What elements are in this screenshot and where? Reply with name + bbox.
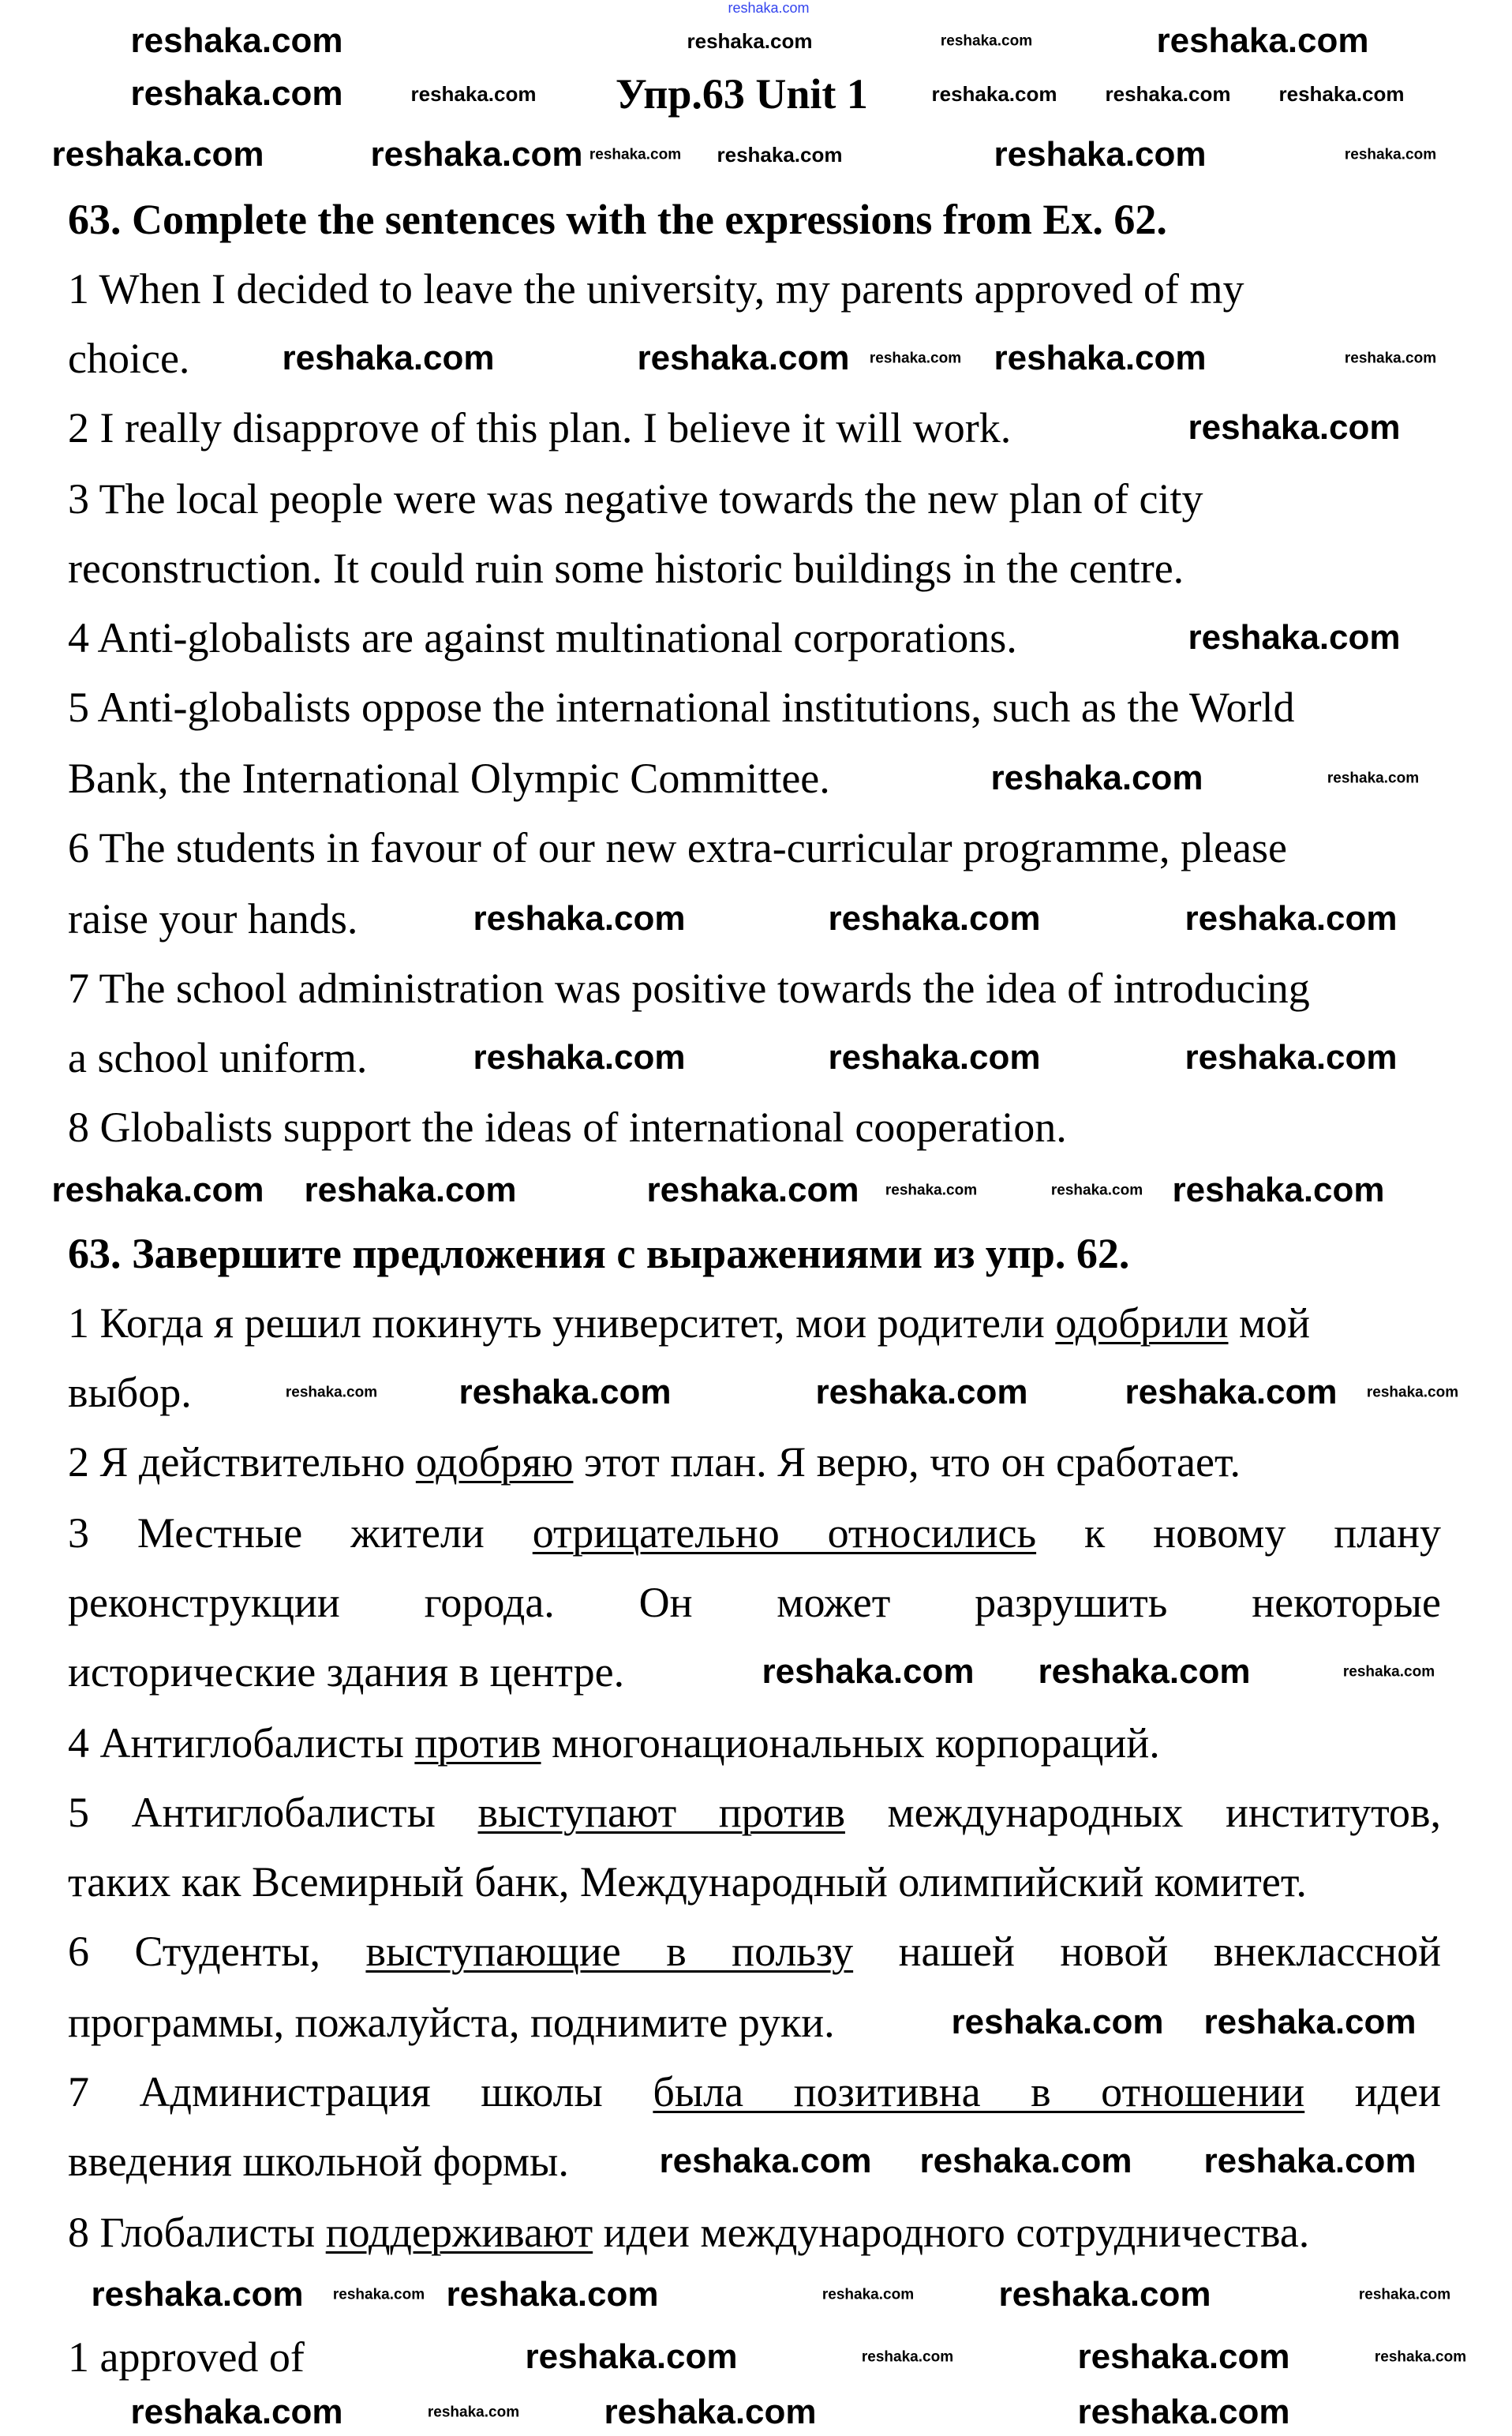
russian-line: [68, 1850, 1307, 1913]
watermark: reshaka.com: [1366, 1384, 1459, 1401]
english-line: 2 I really disapprove of this plan. I believe it will work.: [68, 404, 1012, 452]
watermark: reshaka.com: [762, 1652, 975, 1691]
page-title: Упр.63 Unit 1: [616, 70, 868, 118]
watermark: reshaka.com: [994, 339, 1207, 377]
watermark: reshaka.com: [994, 135, 1207, 174]
russian-line: [68, 1291, 1310, 1355]
watermark: reshaka.com: [1077, 2393, 1290, 2431]
underlined-answer: одобряю: [415, 1438, 574, 1486]
russian-line: [68, 2060, 1441, 2123]
underlined-answer: отрицательно относились: [532, 1509, 1037, 1557]
english-line: 4 Anti-globalists are against multinational corporations.: [68, 614, 1017, 661]
text: нашей новой внеклассной: [853, 1928, 1441, 1975]
watermark: reshaka.com: [1125, 1373, 1338, 1411]
watermark: reshaka.com: [1358, 2286, 1451, 2303]
russian-line: [68, 1571, 1441, 1634]
watermark: reshaka.com: [1185, 899, 1398, 938]
russian-line: [68, 1430, 1241, 1493]
watermark: reshaka.com: [1278, 82, 1405, 106]
watermark: reshaka.com: [687, 29, 813, 53]
russian-heading: 63. Завершите предложения с выражениями из упр. 62.: [68, 1230, 1130, 1277]
watermark: reshaka.com: [285, 1384, 378, 1401]
text: идеи: [1304, 2068, 1441, 2116]
watermark: reshaka.com: [931, 82, 1057, 106]
watermark: reshaka.com: [990, 759, 1203, 797]
watermark: reshaka.com: [304, 1171, 517, 1209]
english-line: choice.: [68, 335, 190, 382]
russian-line: [68, 1711, 1160, 1775]
text: международных институтов,: [844, 1789, 1441, 1836]
watermark: reshaka.com: [998, 2275, 1211, 2314]
watermark: reshaka.com: [940, 32, 1033, 50]
text: исторические здания в центре.: [68, 1648, 625, 1696]
text: многонациональных корпораций.: [541, 1719, 1160, 1767]
watermark: reshaka.com: [473, 1038, 686, 1077]
watermark: reshaka.com: [446, 2275, 659, 2314]
watermark: reshaka.com: [370, 135, 583, 174]
watermark: reshaka.com: [919, 2142, 1132, 2180]
english-line: a school uniform.: [68, 1034, 368, 1081]
watermark: reshaka.com: [410, 82, 537, 106]
watermark: reshaka.com: [1374, 2348, 1467, 2366]
watermark: reshaka.com: [1156, 21, 1369, 60]
answer-line: 1 approved of: [68, 2333, 305, 2381]
watermark: reshaka.com: [473, 899, 686, 938]
underlined-answer: была позитивна в отношении: [653, 2068, 1305, 2116]
text: таких как Всемирный банк, Международный олимпийский комитет.: [68, 1858, 1307, 1906]
watermark: reshaka.com: [815, 1373, 1028, 1411]
english-line: reconstruction. It could ruin some historic buildings in the centre.: [68, 545, 1185, 592]
watermark: reshaka.com: [91, 2275, 304, 2314]
watermark: reshaka.com: [885, 1182, 978, 1199]
watermark: reshaka.com: [51, 135, 264, 174]
text: 2 Я действительно: [68, 1438, 416, 1486]
text: к новому плану: [1036, 1509, 1441, 1557]
text: идеи международного сотрудничества.: [593, 2209, 1310, 2256]
watermark: reshaka.com: [828, 899, 1041, 938]
watermark: reshaka.com: [659, 2142, 872, 2180]
watermark: reshaka.com: [51, 1171, 264, 1209]
russian-line: [68, 1920, 1441, 1983]
watermark: reshaka.com: [589, 146, 682, 163]
english-heading: 63. Complete the sentences with the expressions from Ex. 62.: [68, 196, 1167, 243]
text: 8 Глобалисты: [68, 2209, 326, 2256]
english-line: 8 Globalists support the ideas of international cooperation.: [68, 1104, 1067, 1151]
text: выбор.: [68, 1369, 192, 1416]
english-line: 1 When I decided to leave the university, my parents approved of my: [68, 265, 1244, 313]
text: 3 Местные жители: [68, 1509, 533, 1557]
underlined-answer: поддерживают: [325, 2209, 593, 2256]
english-line: 5 Anti-globalists oppose the international institutions, such as the World: [68, 684, 1295, 731]
watermark: reshaka.com: [604, 2393, 817, 2431]
watermark: reshaka.com: [869, 350, 962, 367]
text: программы, пожалуйста, поднимите руки.: [68, 1999, 835, 2046]
russian-line: [68, 1640, 624, 1703]
watermark: reshaka.com: [1188, 408, 1401, 447]
watermark: reshaka.com: [1327, 770, 1420, 787]
text: 6 Студенты,: [68, 1928, 366, 1975]
watermark: reshaka.com: [861, 2348, 954, 2366]
russian-line: [68, 1501, 1441, 1565]
watermark: reshaka.com: [130, 74, 343, 113]
text: реконструкции города. Он может разрушить некоторые: [68, 1579, 1441, 1626]
text: 7 Администрация школы: [68, 2068, 653, 2116]
watermark: reshaka.com: [1185, 1038, 1398, 1077]
text: 4 Антиглобалисты: [68, 1719, 415, 1767]
watermark: reshaka.com: [1188, 618, 1401, 657]
watermark: reshaka.com: [728, 0, 810, 16]
watermark: reshaka.com: [282, 339, 495, 377]
text: 1 Когда я решил покинуть университет, мои родители: [68, 1299, 1056, 1347]
watermark: reshaka.com: [1172, 1171, 1385, 1209]
watermark: reshaka.com: [828, 1038, 1041, 1077]
underlined-answer: выступают против: [477, 1789, 845, 1836]
english-line: 6 The students in favour of our new extra-curricular programme, please: [68, 824, 1287, 871]
watermark: reshaka.com: [458, 1373, 672, 1411]
watermark: reshaka.com: [646, 1171, 859, 1209]
watermark: reshaka.com: [525, 2337, 738, 2376]
text: мой: [1228, 1299, 1311, 1347]
text: этот план. Я верю, что он сработает.: [573, 1438, 1241, 1486]
watermark: reshaka.com: [1050, 1182, 1143, 1199]
russian-line: [68, 2201, 1309, 2264]
russian-line: [68, 1781, 1441, 1844]
watermark: reshaka.com: [1203, 2003, 1417, 2041]
watermark: reshaka.com: [130, 2393, 343, 2431]
english-line: raise your hands.: [68, 895, 358, 943]
watermark: reshaka.com: [332, 2286, 425, 2303]
russian-line: [68, 1361, 192, 1424]
russian-line: [68, 1991, 835, 2054]
english-line: Bank, the International Olympic Committee.: [68, 755, 830, 802]
watermark: reshaka.com: [130, 21, 343, 60]
text: введения школьной формы.: [68, 2138, 569, 2185]
watermark: reshaka.com: [1344, 350, 1437, 367]
watermark: reshaka.com: [1342, 1663, 1435, 1681]
underlined-answer: одобрили: [1055, 1299, 1229, 1347]
watermark: reshaka.com: [821, 2286, 915, 2303]
watermark: reshaka.com: [1077, 2337, 1290, 2376]
watermark: reshaka.com: [637, 339, 850, 377]
english-line: 7 The school administration was positive towards the idea of introducing: [68, 965, 1310, 1012]
underlined-answer: против: [414, 1719, 541, 1767]
underlined-answer: выступающие в пользу: [365, 1928, 854, 1975]
watermark: reshaka.com: [1038, 1652, 1251, 1691]
watermark: reshaka.com: [1105, 82, 1231, 106]
watermark: reshaka.com: [427, 2404, 520, 2421]
watermark: reshaka.com: [1344, 146, 1437, 163]
watermark: reshaka.com: [951, 2003, 1164, 2041]
watermark: reshaka.com: [1203, 2142, 1417, 2180]
russian-line: [68, 2130, 569, 2193]
watermark: reshaka.com: [717, 143, 843, 167]
text: 5 Антиглобалисты: [68, 1789, 478, 1836]
english-line: 3 The local people were was negative towards the new plan of city: [68, 475, 1203, 523]
